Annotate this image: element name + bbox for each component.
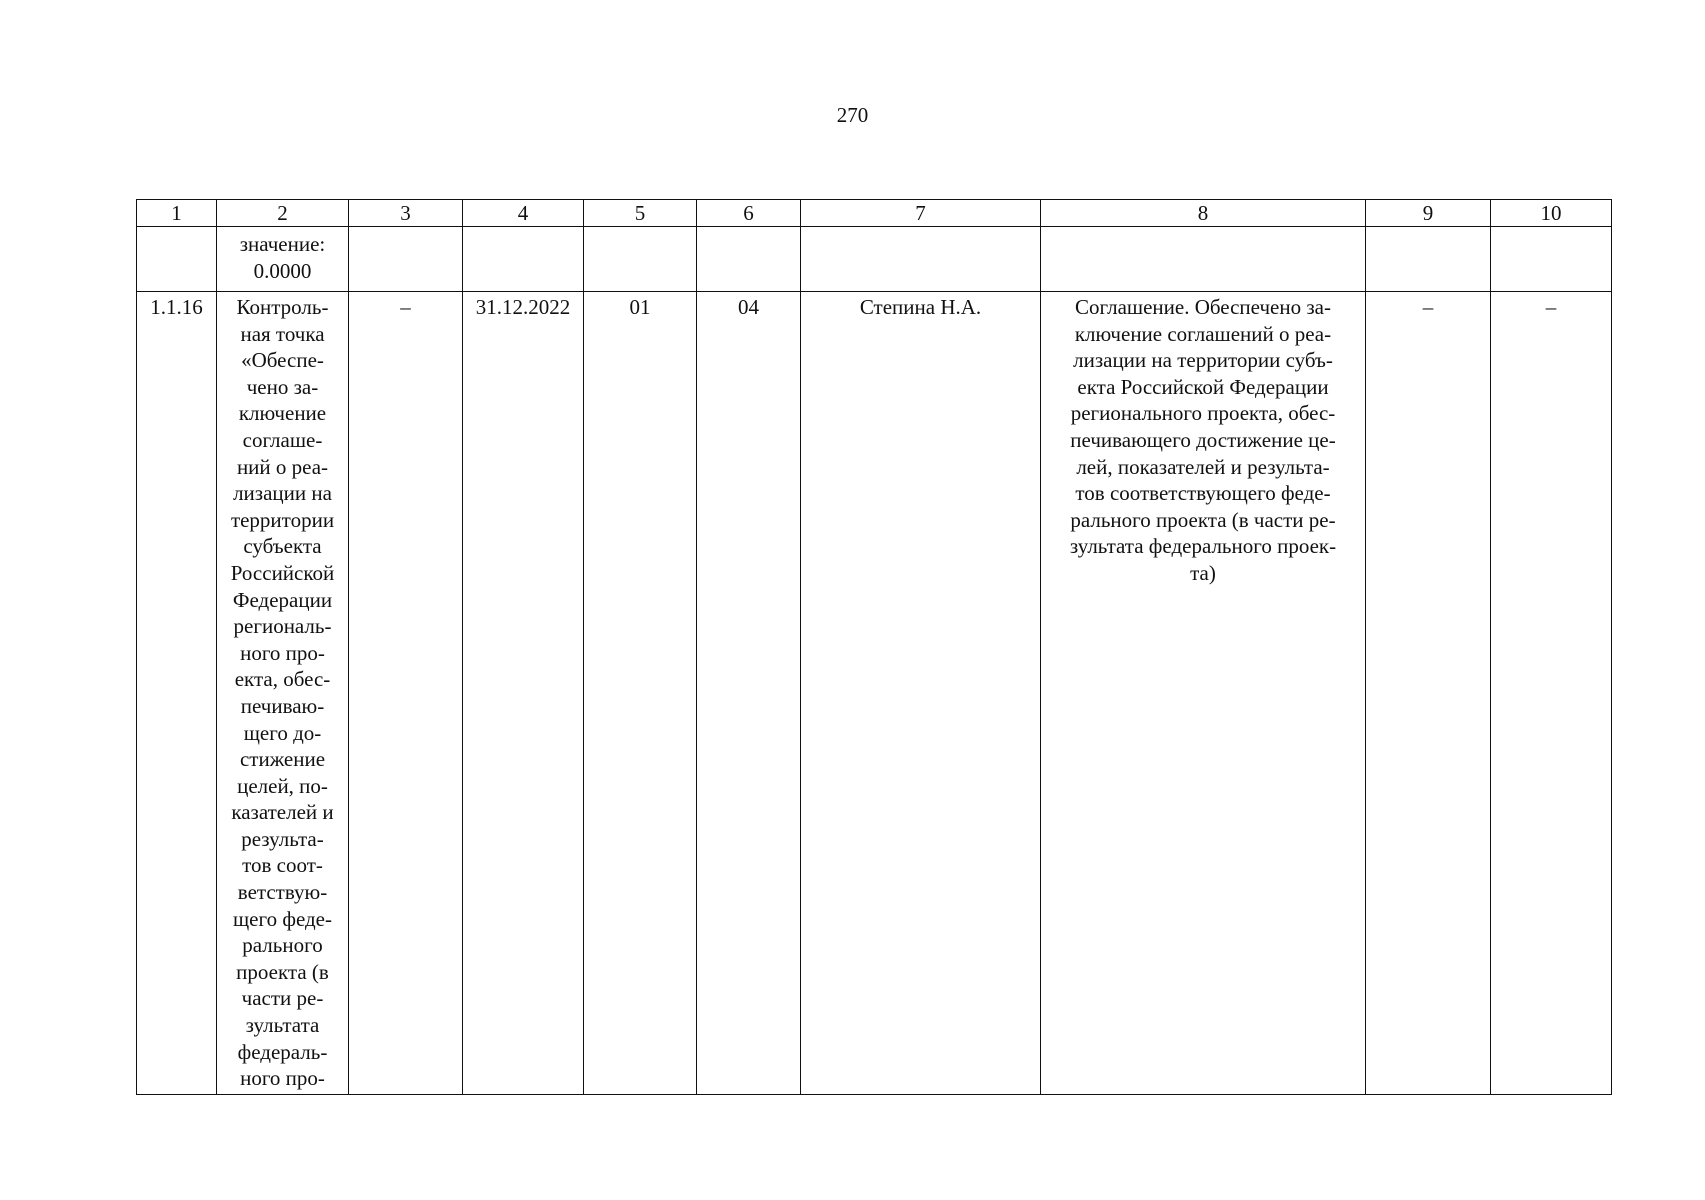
doc-line: лей, показателей и результа- [1076,454,1330,479]
desc-line: рального [242,933,323,958]
doc-line: Соглашение. Обеспечено за- [1075,295,1331,319]
desc-line: ного про- [240,1066,325,1091]
doc-line: тов соответствующего феде- [1075,481,1331,506]
desc-line: стижение [239,747,326,772]
doc-line: та) [1190,560,1216,585]
cont-col2-line: значение: [239,232,326,256]
doc-line: зультата федерального проек- [1069,534,1337,559]
row-description-cell [217,292,349,1095]
desc-line: части ре- [241,986,324,1011]
desc-line: Российской [230,560,335,585]
desc-line: екта, обес- [234,667,331,692]
row-document-cell [1041,292,1366,1095]
row-col5-cell: 01 [584,292,697,1095]
desc-line: ключение [238,401,327,426]
desc-line: зультата [245,1013,320,1038]
desc-line: ветствую- [237,880,328,905]
desc-line: федераль- [237,1039,328,1064]
desc-line: тов соот- [242,853,323,878]
data-table [136,199,1612,1095]
desc-line: чено за- [246,374,319,399]
desc-line: результа- [241,826,324,851]
desc-line: Контроль- [236,295,329,319]
doc-line: печивающего достижение це- [1070,427,1336,452]
doc-line: ключение соглашений о реа- [1074,321,1332,346]
table-row-continuation [137,227,1612,292]
cont-cell-1 [137,227,217,292]
header-cell-1: 1 [137,200,217,227]
cont-cell-5 [584,227,697,292]
desc-line: ная точка [240,321,325,346]
desc-line: ний о реа- [236,454,329,479]
page-number: 270 [836,103,869,127]
desc-line: щего до- [243,720,322,745]
cont-cell-2 [217,227,349,292]
row-col6-cell: 04 [697,292,801,1095]
desc-line: «Обеспе- [241,348,324,373]
row-date-cell: 31.12.2022 [463,292,584,1095]
header-cell-8: 8 [1041,200,1366,227]
doc-line: лизации на территории субъ- [1073,348,1333,373]
cont-cell-7 [801,227,1041,292]
row-col10-cell: – [1491,292,1612,1095]
cont-cell-3 [349,227,463,292]
header-cell-4: 4 [463,200,584,227]
desc-line: территории [230,507,335,532]
desc-line: целей, по- [237,773,328,798]
cont-cell-8 [1041,227,1366,292]
desc-line: субъекта [243,534,322,559]
header-cell-2: 2 [217,200,349,227]
header-cell-10: 10 [1491,200,1612,227]
desc-line: соглаше- [242,427,323,452]
desc-line: проекта (в [236,959,329,984]
row-col9-cell: – [1366,292,1491,1095]
doc-line: рального проекта (в части ре- [1070,507,1336,532]
header-cell-3: 3 [349,200,463,227]
header-cell-6: 6 [697,200,801,227]
header-cell-9: 9 [1366,200,1491,227]
table-header-row [137,200,1612,227]
desc-line: лизации на [233,481,332,506]
desc-line: щего феде- [233,906,332,931]
doc-line: екта Российской Федерации [1077,374,1329,399]
row-responsible-cell: Степина Н.А. [801,292,1041,1095]
cont-col2-line: 0.0000 [253,258,312,283]
table-row [137,292,1612,1095]
header-cell-5: 5 [584,200,697,227]
doc-line: регионального проекта, обес- [1070,401,1336,426]
cont-cell-10 [1491,227,1612,292]
desc-line: региональ- [233,614,332,639]
cont-cell-4 [463,227,584,292]
desc-line: ного про- [240,640,325,665]
desc-line: печиваю- [240,693,325,718]
header-cell-7: 7 [801,200,1041,227]
row-number-cell: 1.1.16 [137,292,217,1095]
cont-cell-6 [697,227,801,292]
desc-line: казателей и [231,800,334,825]
row-col3-cell: – [349,292,463,1095]
cont-cell-9 [1366,227,1491,292]
desc-line: Федерации [232,587,333,612]
